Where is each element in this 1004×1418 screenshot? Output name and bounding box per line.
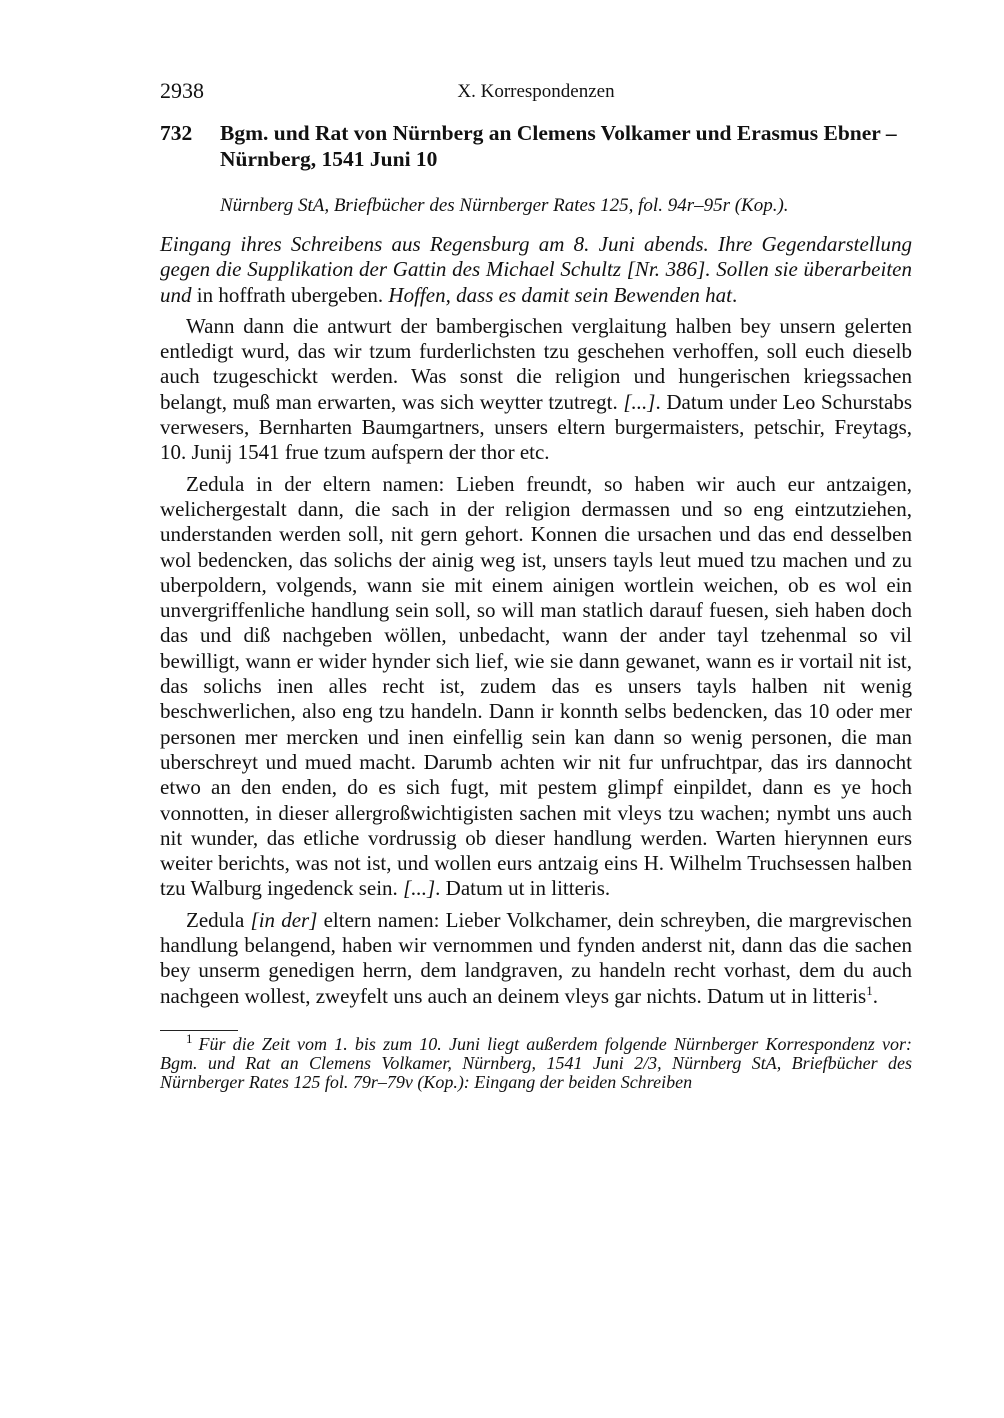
paragraph-2-tail: . Datum ut in litteris. bbox=[435, 876, 611, 901]
page-content bbox=[160, 78, 912, 1092]
running-title: X. Korrespondenzen bbox=[457, 81, 615, 102]
document-body bbox=[160, 232, 912, 1009]
summary-italic-2: Hoffen, dass es damit sein Bewenden hat bbox=[388, 282, 732, 307]
page-number: 2938 bbox=[160, 78, 204, 103]
paragraph-1-omission: [...] bbox=[623, 389, 656, 414]
paragraph-3-insert: [in der] bbox=[250, 907, 318, 932]
paragraph-3-end: . bbox=[872, 983, 878, 1008]
paragraph-3-start: Zedula bbox=[186, 907, 251, 932]
document-title: Bgm. und Rat von Nürnberg an Clemens Volkamer und Erasmus Ebner – Nürnberg, 1541 Juni 10 bbox=[220, 121, 897, 171]
summary-italic-1: Eingang ihres Schreibens aus Regensburg am 8. Juni abends. Ihre Gegendarstellung gegen die Supplikation der Gattin des Michael Schultz [Nr. 386]. Sollen sie überarbeiten und bbox=[160, 232, 912, 307]
footnote-divider bbox=[160, 1030, 238, 1031]
paragraph-2-text: Zedula in der eltern namen: Lieben freundt, so haben wir auch eur antzaigen, welichergestalt dann, die sach in der religion dermassen und so eng eintzutziehen, understanden werden soll, nit gern gehort. Konnen die ursachen und das end desselben wol bedencken, das solichs der ainig weg ist, unsers tayls leut mued tzu machen und zu uberpoldern, volgends, wann sie mit einem ainigen wortlein weichen, ob es wol ein unvergriffenliche handlung sein soll, so will man statlich darauf fuesen, sieh haben doch das und diß nachgeben wöllen, unbedacht, wann der ander tayl tzehenmal so vil bewilligt, wann er wider hynder sich lief, wie sie dann gewanet, wann es ir vortail nit ist, das solichs inen alles recht ist, zudem das es unsers tayls halben nit wenig beschwerlichen, also eng tzu handeln. Dann ir konnth selbs bedencken, das 10 oder mer personen mer mercken und inen einfellig sein kan dann so wenig personen, die man uberschreyt und mued macht. Darumb achten wir nit fur unfruchtpar, das irs dannocht etwo an den enden, do es sich fugt, mit pestem glimpf einpildet, dann es ye hoch vonnotten, in dieser allergroßwichtigisten sachen mit vleys tzu wachen; nymbt uns auch nit wunder, das etliche vordrussig ob dieser handlung werden. Warten hierynnen eurs weiter berichts, was not ist, und wollen eurs antzaig eins H. Wilhelm Truchsessen halben tzu Walburg ingedenck sein. bbox=[160, 471, 912, 901]
paragraph-1-tail: . Datum under Leo Schurstabs verwesers, Bernharten Baumgartners, unsers eltern burgermaisters, petschir, Freytags, 10. Junij 1541 frue tzum aufspern der thor etc. bbox=[160, 389, 912, 465]
summary-roman-2: . bbox=[731, 282, 738, 307]
footnote-text: Für die Zeit vom 1. bis zum 10. Juni liegt außerdem folgende Nürnberger Korrespondenz vor: Bgm. und Rat an Clemens Volkamer, Nürnberg, 1541 Juni 2/3, Nürnberg StA, Briefbücher des Nürnberger Rates 125 fol. 79r–79v (Kop.): Eingang der beiden Schreiben bbox=[160, 1033, 912, 1092]
summary-roman-1: in hoffrath ubergeben. bbox=[191, 282, 389, 307]
footnote-reference[interactable]: 1 bbox=[866, 982, 873, 998]
body-paragraph-1 bbox=[160, 314, 912, 466]
body-paragraph-3 bbox=[160, 908, 912, 1009]
document-number: 732 bbox=[160, 121, 193, 145]
summary-paragraph bbox=[160, 232, 912, 308]
footnote-mark: 1 bbox=[186, 1030, 193, 1046]
running-header bbox=[160, 78, 912, 108]
source-reference: Nürnberg StA, Briefbücher des Nürnberger Rates 125, fol. 94r–95r (Kop.). bbox=[220, 195, 789, 216]
footnote bbox=[160, 1030, 912, 1092]
paragraph-3-text: eltern namen: Lieber Volkchamer, dein schreyben, die margrevischen handlung belangend, haben wir vernommen und fynden anderst nit, dann das die sachen bey unserm genedigen herrn, dem landgraven, zu handeln recht vorhast, dem du auch nachgeen wollest, zweyfelt uns auch an deinem vleys gar nichts. Datum ut in litteris bbox=[160, 907, 912, 1008]
document-heading bbox=[160, 120, 912, 172]
paragraph-2-omission: [...] bbox=[403, 876, 436, 901]
paragraph-1-text: Wann dann die antwurt der bambergischen verglaitung halben bey unsern gelerten entledigt wurd, das wir tzum furderlichsten tzu geschehen verhoffen, soll euch dieselb auch tzugeschickt werden. Was sonst die religion und hungerischen kriegssachen belangt, muß man erwarten, was sich weytter tzutregt. bbox=[160, 313, 912, 414]
body-paragraph-2 bbox=[160, 472, 912, 902]
